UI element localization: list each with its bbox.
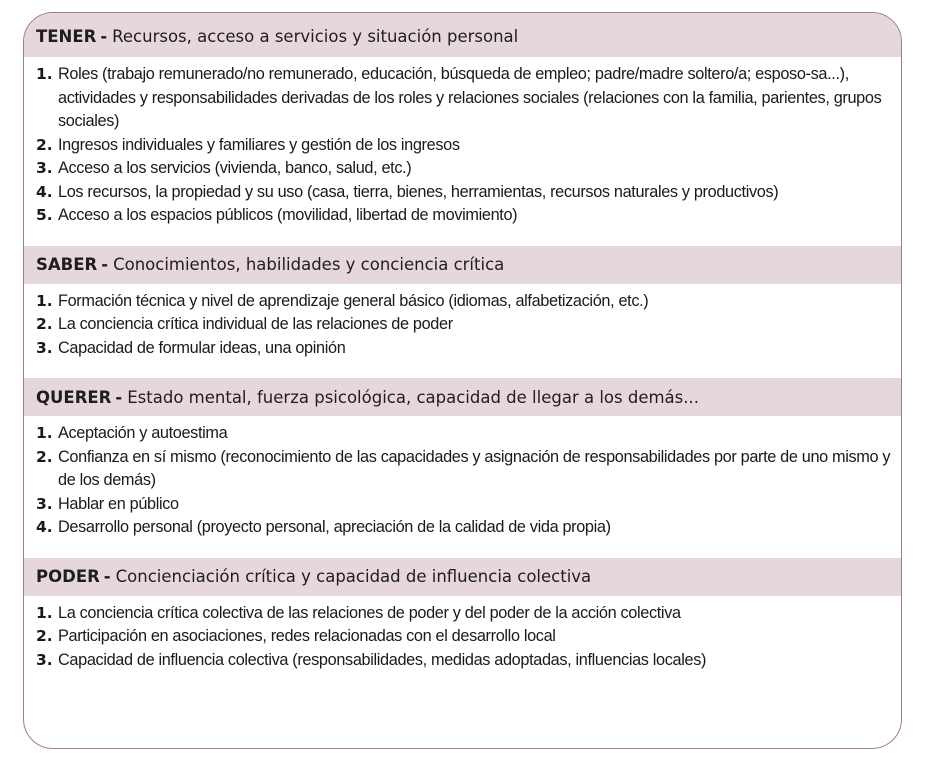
item-number: 3. bbox=[36, 494, 53, 513]
section-separator: - bbox=[115, 387, 123, 407]
section-description: Concienciación crítica y capacidad de influencia colectiva bbox=[115, 567, 592, 586]
item-text: Acceso a los espacios públicos (movilidad, libertad de movimiento) bbox=[58, 206, 518, 224]
item-number: 1. bbox=[36, 291, 53, 310]
item-text: Capacidad de influencia colectiva (responsabilidades, medidas adoptadas, influencias locales) bbox=[58, 650, 707, 669]
list-item bbox=[36, 290, 891, 314]
item-number: 2. bbox=[36, 135, 53, 154]
list-item bbox=[36, 516, 891, 540]
item-text: Aceptación y autoestima bbox=[58, 424, 228, 442]
list-item bbox=[36, 493, 891, 517]
item-number: 2. bbox=[36, 627, 53, 645]
item-number: 2. bbox=[36, 447, 53, 466]
section-keyword: SABER bbox=[36, 255, 98, 274]
section-items-querer bbox=[24, 416, 901, 558]
section-keyword: PODER bbox=[36, 567, 100, 586]
item-number: 5. bbox=[36, 206, 53, 224]
section-header-tener bbox=[24, 13, 901, 57]
section-separator: - bbox=[100, 27, 108, 46]
section-items-poder bbox=[24, 596, 901, 691]
list-item bbox=[36, 337, 891, 361]
item-text: Los recursos, la propiedad y su uso (casa, tierra, bienes, herramientas, recursos naturales y productivos) bbox=[58, 182, 779, 201]
section-items-saber bbox=[24, 284, 901, 379]
item-number: 4. bbox=[36, 182, 53, 201]
item-text: Desarrollo personal (proyecto personal, apreciación de la calidad de vida propia) bbox=[58, 518, 611, 536]
item-text: Formación técnica y nivel de aprendizaje general básico (idiomas, alfabetización, etc.) bbox=[58, 291, 649, 310]
section-description: Recursos, acceso a servicios y situación personal bbox=[112, 27, 519, 46]
list-item bbox=[36, 446, 891, 493]
item-text: Roles (trabajo remunerado/no remunerado, educación, búsqueda de empleo; padre/madre soltero/a; esposo-sa...), actividades y responsabilidades derivadas de los roles y relaciones sociales (relaciones con la familia, parientes, grupos sociales) bbox=[58, 65, 882, 130]
item-number: 1. bbox=[36, 65, 53, 83]
list-item bbox=[36, 602, 891, 626]
item-text: La conciencia crítica individual de las relaciones de poder bbox=[58, 315, 453, 333]
item-text: Acceso a los servicios (vivienda, banco, salud, etc.) bbox=[58, 159, 412, 177]
section-separator: - bbox=[101, 255, 109, 274]
list-item bbox=[36, 134, 891, 158]
section-header-saber bbox=[24, 246, 901, 284]
item-text: Ingresos individuales y familiares y gestión de los ingresos bbox=[58, 135, 460, 154]
item-number: 1. bbox=[36, 603, 53, 622]
section-keyword: QUERER bbox=[36, 387, 112, 407]
section-header-poder bbox=[24, 558, 901, 596]
section-items-tener bbox=[24, 57, 901, 246]
item-text: Participación en asociaciones, redes relacionadas con el desarrollo local bbox=[58, 627, 556, 645]
list-item bbox=[36, 625, 891, 649]
item-text: Hablar en público bbox=[58, 494, 179, 513]
list-item bbox=[36, 63, 891, 134]
empowerment-table bbox=[23, 12, 902, 749]
list-item bbox=[36, 422, 891, 446]
item-text: Confianza en sí mismo (reconocimiento de las capacidades y asignación de responsabilidades por parte de uno mismo y de los demás) bbox=[58, 447, 891, 489]
section-description: Estado mental, fuerza psicológica, capacidad de llegar a los demás... bbox=[127, 387, 699, 407]
item-number: 2. bbox=[36, 315, 53, 333]
list-item bbox=[36, 204, 891, 228]
list-item bbox=[36, 649, 891, 673]
list-item bbox=[36, 181, 891, 205]
section-separator: - bbox=[103, 567, 111, 586]
item-number: 3. bbox=[36, 650, 53, 669]
item-text: La conciencia crítica colectiva de las relaciones de poder y del poder de la acción colectiva bbox=[58, 603, 681, 622]
list-item bbox=[36, 313, 891, 337]
section-header-querer bbox=[24, 378, 901, 416]
item-number: 3. bbox=[36, 338, 53, 357]
section-description: Conocimientos, habilidades y conciencia crítica bbox=[113, 255, 505, 274]
item-text: Capacidad de formular ideas, una opinión bbox=[58, 338, 346, 357]
list-item bbox=[36, 157, 891, 181]
item-number: 4. bbox=[36, 518, 53, 536]
section-keyword: TENER bbox=[36, 27, 97, 46]
item-number: 3. bbox=[36, 159, 53, 177]
item-number: 1. bbox=[36, 424, 53, 442]
